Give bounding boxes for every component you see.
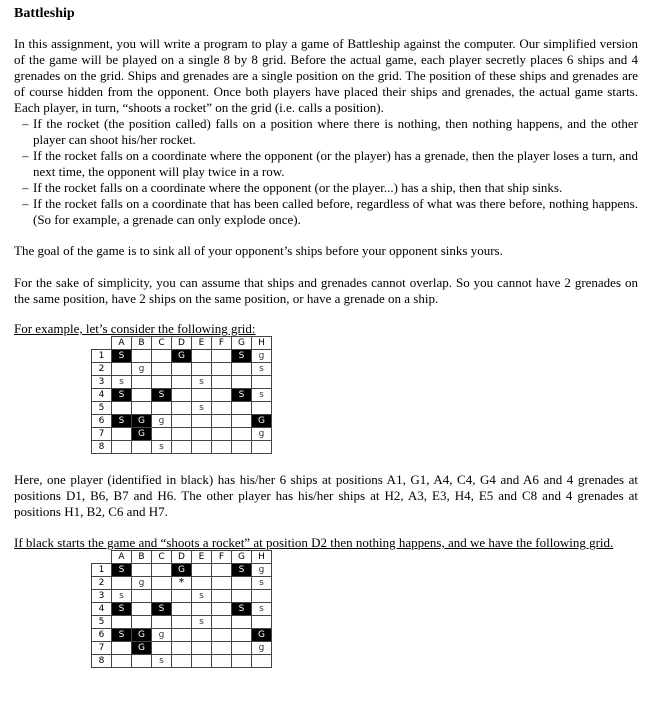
grid-column-label: E [192, 337, 212, 350]
grid-cell-A4: S [112, 603, 132, 616]
grid-cell-A8 [112, 655, 132, 668]
grid-header-row [92, 337, 272, 350]
grid-cell-G5 [232, 402, 252, 415]
grid-cell-H3 [252, 376, 272, 389]
grid-cell-B1 [132, 350, 152, 363]
grid-cell-A3: s [112, 376, 132, 389]
grid-cell-G2 [232, 363, 252, 376]
grid-cell-A7 [112, 642, 132, 655]
grid-cell-F2 [212, 577, 232, 590]
grid-cell-H6: G [252, 629, 272, 642]
grid-cell-D3 [172, 590, 192, 603]
grid-row [92, 350, 272, 363]
grid-row-label: 4 [92, 603, 112, 616]
grid-cell-C8: s [152, 655, 172, 668]
grid-cell-H8 [252, 441, 272, 454]
grid-column-label: B [132, 337, 152, 350]
grid-cell-D2: * [172, 577, 192, 590]
grid-cell-E2 [192, 577, 212, 590]
grid-cell-E8 [192, 655, 212, 668]
grid-cell-H3 [252, 590, 272, 603]
grid-cell-G4: S [232, 603, 252, 616]
goal-paragraph: The goal of the game is to sink all of your opponent’s ships before your opponent sinks yours. [14, 243, 503, 258]
grid-cell-A3: s [112, 590, 132, 603]
grid-row-label: 6 [92, 629, 112, 642]
grid-row [92, 590, 272, 603]
grid-row-label: 2 [92, 363, 112, 376]
grid-cell-B4 [132, 603, 152, 616]
example-intro [14, 321, 638, 337]
grid-cell-B8 [132, 655, 152, 668]
grid-cell-C3 [152, 376, 172, 389]
grid-cell-G3 [232, 590, 252, 603]
grid-cell-F5 [212, 616, 232, 629]
grid-cell-C6: g [152, 629, 172, 642]
grid-cell-C2 [152, 577, 172, 590]
grid-row-label: 5 [92, 616, 112, 629]
grid-row-label: 5 [92, 402, 112, 415]
grid-row [92, 428, 272, 441]
grid-cell-C4: S [152, 603, 172, 616]
rule-text: If the rocket falls on a coordinate where the opponent (or the player) has a grenade, then the player loses a turn, and next time, the opponent will play twice in a row. [33, 148, 638, 179]
intro-paragraph: In this assignment, you will write a program to play a game of Battleship against the computer. Our simplified version of the game will be played on a single 8 by 8 grid. Before the actual game, each player secretly places 6 ships and 4 grenades on the grid. Ships and grenades are a single position on the grid. The position of these ships and grenades are of course hidden from the opponent. Once both players have placed their ships and grenades, the actual game starts. Each player, in turn, “shoots a rocket” on the grid (i.e. calls a position). [14, 36, 638, 115]
grid-cell-E2 [192, 363, 212, 376]
grid-cell-F1 [212, 564, 232, 577]
grid-cell-F4 [212, 603, 232, 616]
grid-cell-G6 [232, 415, 252, 428]
grid-column-label: H [252, 337, 272, 350]
grid-row-label: 8 [92, 441, 112, 454]
grid-cell-E3: s [192, 590, 212, 603]
grid-row-label: 7 [92, 642, 112, 655]
grid-cell-B5 [132, 402, 152, 415]
grid-cell-E8 [192, 441, 212, 454]
grid-cell-D8 [172, 655, 192, 668]
grid-cell-F6 [212, 629, 232, 642]
grid-cell-H5 [252, 616, 272, 629]
grid-cell-G4: S [232, 389, 252, 402]
grid-column-label: G [232, 337, 252, 350]
grid-cell-G1: S [232, 350, 252, 363]
grid-cell-C6: g [152, 415, 172, 428]
grid-column-label: C [152, 551, 172, 564]
grid-row-label: 3 [92, 376, 112, 389]
grid-row [92, 616, 272, 629]
grid-cell-E4 [192, 603, 212, 616]
grid-cell-D6 [172, 415, 192, 428]
grid-cell-G8 [232, 655, 252, 668]
grid-cell-D2 [172, 363, 192, 376]
grid-column-label: E [192, 551, 212, 564]
rule-text: If the rocket falls on a coordinate where the opponent (or the player...) has a ship, then that ship sinks. [33, 180, 563, 195]
grid-row [92, 376, 272, 389]
grid-cell-B8 [132, 441, 152, 454]
grid-cell-A5 [112, 616, 132, 629]
grid-cell-G6 [232, 629, 252, 642]
example-intro-text: For example, let’s consider the following grid: [14, 321, 256, 336]
rule-item: – If the rocket falls on a coordinate where the opponent (or the player) has a grenade, then the player loses a turn, and next time, the opponent will play twice in a row. [22, 148, 638, 179]
grid-row [92, 402, 272, 415]
grid-row-label: 1 [92, 350, 112, 363]
grid-cell-G5 [232, 616, 252, 629]
grid-cell-B1 [132, 564, 152, 577]
grid-cell-B3 [132, 376, 152, 389]
grid-cell-G8 [232, 441, 252, 454]
grid-cell-B4 [132, 389, 152, 402]
grid-cell-B5 [132, 616, 152, 629]
grid-cell-G2 [232, 577, 252, 590]
grid-header-row [92, 551, 272, 564]
grid-cell-D6 [172, 629, 192, 642]
grid-cell-C1 [152, 350, 172, 363]
grid-cell-H6: G [252, 415, 272, 428]
grid-cell-A2 [112, 363, 132, 376]
grid-corner [92, 337, 112, 350]
grid-cell-H4: s [252, 603, 272, 616]
grid-row-label: 1 [92, 564, 112, 577]
grid-cell-A6: S [112, 415, 132, 428]
grid-cell-G3 [232, 376, 252, 389]
grid-cell-A7 [112, 428, 132, 441]
grid-cell-E1 [192, 564, 212, 577]
grid-cell-G1: S [232, 564, 252, 577]
grid-row [92, 577, 272, 590]
example-grid-2 [91, 550, 272, 668]
grid-cell-D1: G [172, 350, 192, 363]
grid-cell-A2 [112, 577, 132, 590]
grid-cell-E7 [192, 642, 212, 655]
example-grid-1 [91, 336, 272, 454]
grid-cell-G7 [232, 428, 252, 441]
grid-cell-F3 [212, 590, 232, 603]
grid-cell-E3: s [192, 376, 212, 389]
grid-cell-F8 [212, 441, 232, 454]
grid-cell-H2: s [252, 577, 272, 590]
grid-cell-F1 [212, 350, 232, 363]
grid-cell-F7 [212, 428, 232, 441]
grid-cell-E4 [192, 389, 212, 402]
grid-cell-A1: S [112, 564, 132, 577]
grid-column-label: A [112, 337, 132, 350]
grid-row [92, 389, 272, 402]
grid-cell-E7 [192, 428, 212, 441]
grid-cell-C7 [152, 428, 172, 441]
grid-row-label: 3 [92, 590, 112, 603]
rule-text: If the rocket (the position called) falls on a position where there is nothing, then nothing happens, and the other player can shoot his/her rocket. [33, 116, 638, 147]
grid-cell-H7: g [252, 428, 272, 441]
grid-cell-D4 [172, 603, 192, 616]
grid-cell-A1: S [112, 350, 132, 363]
grid-cell-F6 [212, 415, 232, 428]
explanation-paragraph: Here, one player (identified in black) has his/her 6 ships at positions A1, G1, A4, C4, G4 and A6 and 4 grenades at positions D1, B6, B7 and H6. The other player has his/her ships at H2, A3, E3, H4, E5 and C8 and 4 grenades at positions H1, B2, C6 and H7. [14, 472, 638, 519]
grid-cell-C8: s [152, 441, 172, 454]
rules-list [22, 116, 638, 228]
grid-cell-F8 [212, 655, 232, 668]
rule-item: – If the rocket (the position called) falls on a position where there is nothing, then nothing happens, and the other player can shoot his/her rocket. [22, 116, 638, 147]
grid-cell-B3 [132, 590, 152, 603]
grid-cell-H8 [252, 655, 272, 668]
grid-row [92, 629, 272, 642]
grid-cell-E6 [192, 629, 212, 642]
grid-cell-B6: G [132, 415, 152, 428]
grid-cell-E1 [192, 350, 212, 363]
grid-row-label: 4 [92, 389, 112, 402]
grid-cell-C3 [152, 590, 172, 603]
grid-cell-B6: G [132, 629, 152, 642]
grid-cell-C1 [152, 564, 172, 577]
grid-cell-H7: g [252, 642, 272, 655]
grid-cell-A4: S [112, 389, 132, 402]
grid-cell-A8 [112, 441, 132, 454]
page-title: Battleship [14, 6, 75, 21]
grid-cell-A5 [112, 402, 132, 415]
grid-cell-E5: s [192, 616, 212, 629]
grid-row [92, 441, 272, 454]
grid-cell-H5 [252, 402, 272, 415]
grid-cell-C5 [152, 402, 172, 415]
grid-cell-F7 [212, 642, 232, 655]
grid-column-label: D [172, 337, 192, 350]
grid-cell-C5 [152, 616, 172, 629]
grid-row [92, 642, 272, 655]
second-intro-text: If black starts the game and “shoots a rocket” at position D2 then nothing happens, and we have the following grid. [14, 535, 614, 550]
grid-row [92, 564, 272, 577]
grid-cell-B7: G [132, 642, 152, 655]
grid-row-label: 2 [92, 577, 112, 590]
grid-cell-D4 [172, 389, 192, 402]
grid-cell-B2: g [132, 577, 152, 590]
grid-row [92, 415, 272, 428]
grid-column-label: F [212, 551, 232, 564]
grid-column-label: A [112, 551, 132, 564]
grid-cell-G7 [232, 642, 252, 655]
grid-cell-H1: g [252, 564, 272, 577]
rule-text: If the rocket falls on a coordinate that has been called before, regardless of what was there before, nothing happens. (So for example, a grenade can only explode once). [33, 196, 638, 227]
grid-cell-D8 [172, 441, 192, 454]
grid-cell-F2 [212, 363, 232, 376]
grid-row [92, 655, 272, 668]
grid-column-label: H [252, 551, 272, 564]
grid-cell-D7 [172, 642, 192, 655]
grid-cell-F5 [212, 402, 232, 415]
grid-corner [92, 551, 112, 564]
grid-column-label: F [212, 337, 232, 350]
grid-cell-F3 [212, 376, 232, 389]
grid-cell-E6 [192, 415, 212, 428]
grid-column-label: B [132, 551, 152, 564]
grid-cell-H2: s [252, 363, 272, 376]
grid-row [92, 603, 272, 616]
grid-column-label: G [232, 551, 252, 564]
grid-cell-A6: S [112, 629, 132, 642]
grid-cell-D1: G [172, 564, 192, 577]
grid-cell-D3 [172, 376, 192, 389]
grid-cell-D5 [172, 616, 192, 629]
rule-item: – If the rocket falls on a coordinate where the opponent (or the player...) has a ship, then that ship sinks. [22, 180, 563, 195]
rule-item: – If the rocket falls on a coordinate that has been called before, regardless of what was there before, nothing happens. (So for example, a grenade can only explode once). [22, 196, 638, 227]
grid-cell-C4: S [152, 389, 172, 402]
simplicity-paragraph: For the sake of simplicity, you can assume that ships and grenades cannot overlap. So you cannot have 2 grenades on the same position, have 2 ships on the same position, or have a grenade on a ship. [14, 275, 638, 306]
grid-column-label: C [152, 337, 172, 350]
grid-cell-H4: s [252, 389, 272, 402]
grid-row-label: 6 [92, 415, 112, 428]
grid-row [92, 363, 272, 376]
grid-column-label: D [172, 551, 192, 564]
grid-row-label: 8 [92, 655, 112, 668]
grid-cell-B7: G [132, 428, 152, 441]
grid-cell-D5 [172, 402, 192, 415]
grid-cell-D7 [172, 428, 192, 441]
grid-cell-F4 [212, 389, 232, 402]
grid-cell-C7 [152, 642, 172, 655]
grid-row-label: 7 [92, 428, 112, 441]
grid-cell-E5: s [192, 402, 212, 415]
grid-cell-H1: g [252, 350, 272, 363]
grid-cell-B2: g [132, 363, 152, 376]
second-intro [14, 535, 638, 551]
grid-cell-C2 [152, 363, 172, 376]
